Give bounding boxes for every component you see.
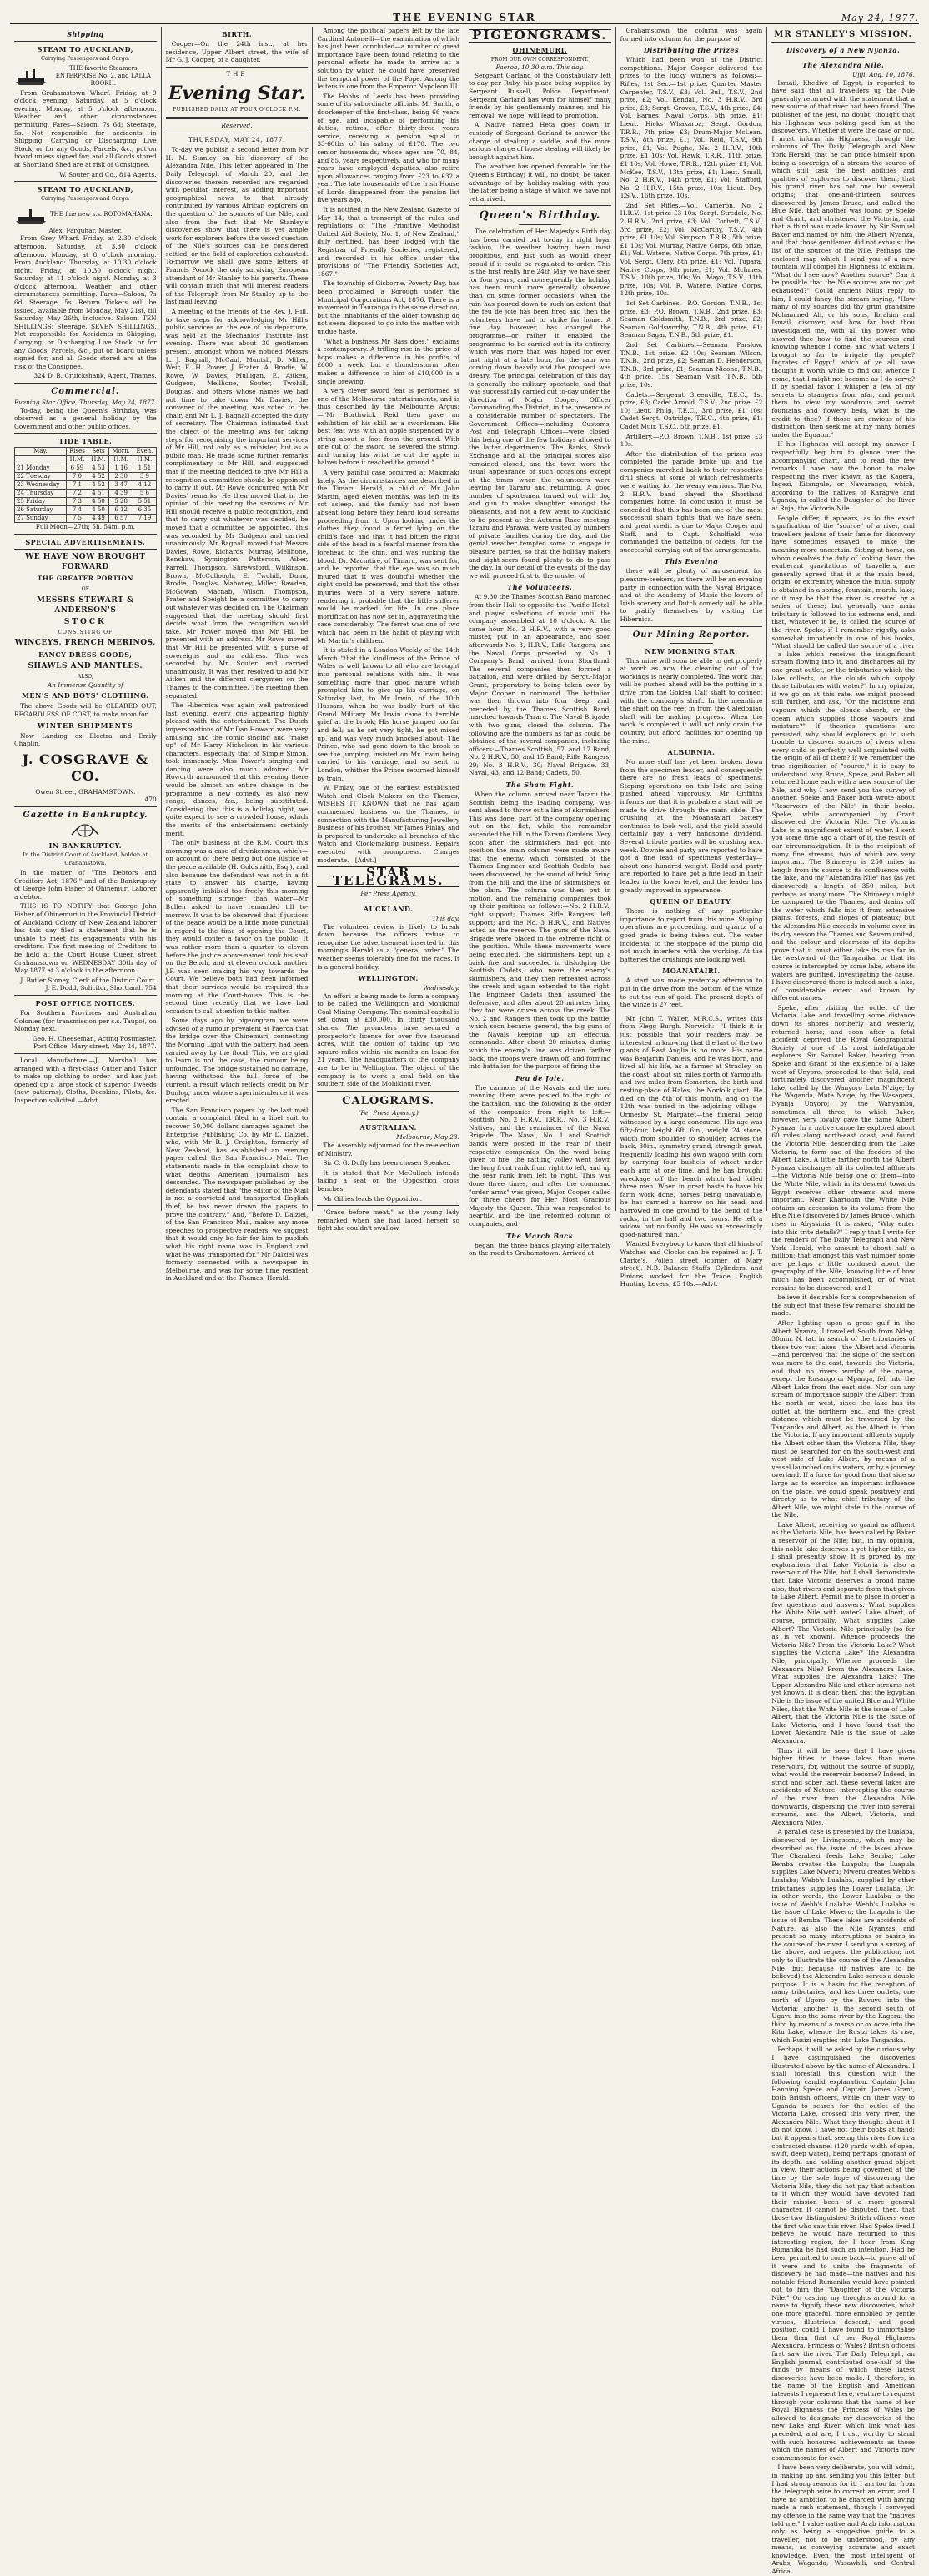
sa-line: SHAWLS AND MANTLES.	[28, 662, 143, 671]
sa-landing: Now Landing ex Electra and Emily Chaplin.	[14, 731, 157, 748]
volunteers-text: At 9.30 the Thames Scottish Band marched from their Hall to opposite the Pacific Hotel, and played selections of music until the company assembled at 10 o'clock. At the same hour No. 2 H.R.V., with a very good muster, put in an appearance, and soon afterwards No. 3, H.R.V., Rifle Rangers, and the Naval Corps preceded by No. 1 Company's Band, arrived from Shortland. The several companies then formed a battalion, and were drilled by Sergt.-Major Grant, preparatory to being taken over by Major Cooper in command. The battalion was then thrown into four deep, and, preceded by the Thames Scottish Band, marched towards Tararu. The Naval Brigade, with two guns, closed the column. The following are the numbers as far as could be obtained of the several companies, including officers:—Thames Scottish, 57, and 17 Band; No. 2 H.R.V., 50, and 15 Band; Rifle Rangers, 29; No. 3 H.R.V., 30; Naval Brigade, 33; Naval, 43, and 12 Band; Cadets, 50.	[469, 593, 611, 777]
commercial-text: To-day, being the Queen's Birthday, was observed as a general holiday by the Government and other public offices.	[14, 406, 157, 430]
ohinemuri-text: Sergeant Garland of the Constabulary left to-day per Ruby, his place being supplied by Sergeant Russell, Police Department. Sergeant Garland has won for himself many friends by his gentlemanly manner, and his removal, we hope, will lead to promotion.	[469, 71, 611, 119]
queens-birthday-text: The celebration of Her Majesty's Birth day has been carried out to-day in right loyal fashion, the weather having been most propitious, and just such as would cheer proud if it could be regulated to order. This is the first really fine 24th May we have seen for four years, and consequently the holiday has been much more generally observed than on some former occasions, when the rain has poured down to such an extent that the feu de joie has been fired and then the volunteers have had to strike for home. A fine day, however, has changed the programme—or rather it enabled the programme to be carried out in its entirety, which was more than was hoped for even last night at a late hour, for the rain was coming down heavily and the prospect was dreary. The principal celebration of this day is generally the military spectacle, and that was successfully carried out to-day under the direction of Major Cooper, Officer Commanding the District, in the presence of a considerable number of spectators. The Government Offices—including Customs, Post and Telegraph Offices—were closed, this being one of the few holidays allowed to the latter departments. The Banks, Stock Exchange and all the principal stores also remained closed, and the town wore the usual appearance of such occasions except at the times when the volunteers were leaving for Tararu and returning. A good number of sportsmen turned out with dog and gun to make slaughter amongst the pheasants, and not a few went to Auckland to be present at the Autumn Race meeting. Tararu and Parawai were visited by numbers of private families during the day, and the genial weather tempted some to engage in pleasure parties, so that the holiday makers and sight-seers found plenty to do to pass the day. In our detail of the events of the day we will proceed first to the muster of	[469, 228, 611, 580]
sa-line: MESSRS STEWART & ANDERSON'S	[37, 595, 134, 615]
calograms-heading: CALOGRAMS.	[342, 1094, 435, 1107]
prizes-text: 2nd Set Rifles.—Vol. Cameron, No. 2 H.R.V., 1st prize £3 10s; Sergt. Stredale, No. 2 H.R.V., 2nd prize, £3; Vol. Corbett, T.S.V., 3rd prize, £2; Vol. McCarthy, T.S.V., 4th prize, £1 10s; Vol. Simpson, T.R.R., 5th prize, £1 10s; Vol. Murray, Native Corps, 6th prize, £1; Vol. Watene, Native Corps, 7th prize, £1; Vol. Sergt. Clery, 8th prize, £1; Vol. Tupara, Native Corps, 9th prize, £1; Vol. McInnes, T.S.V., 10th prize, 10s; Vol. Mayo, T.S.V., 11th prize, 10s; Vol. R. Watene, Native Corps, 12th prize, 10s.	[620, 201, 763, 298]
stanley-paragraph: Thus it will be seen that I have given higher titles to these lakes than mere reservoirs, for, without the source of supply, what would the reservoir become? Indeed, in strict and sober fact, these several lakes are accidents of Nature, intercepting the course of the river from the Alexandra Nile downwards, dispersing the river into several streams, and the Albert, Victoria, and Alexandra Niles.	[771, 1746, 915, 1826]
birth-notice: Cooper—On the 24th inst., at her residence, Upper Albert street, the wife of Mr G. J. Cooper, of a daughter.	[165, 40, 309, 64]
table-row: 26 Saturday 7 4 4 50 6 12 6 35	[15, 506, 157, 515]
stanley-paragraph: After lighting upon a great gulf in the Albert Nyanza, I travelled South from Ndeg. 30min. N. lat. in search of the tributaries of these two vast lakes—the Albert and Victoria—and perceived that the slope of the section was more to the east, towards the Victoria, and that no rivers worthy of the name, except the Rusango or Mpanga, fell into the Albert Lake from the east side. Nor can any stream of importance supply the Albert from the north or west, since the lake has its outlet at the northern end, and the great distance which must be traversed by the Tanganika and Albert, as the Albert is from the Victoria. If any important affluents supply the Albert other than the Victoria Nile, they must be searched for on the south-west and west side of Lake Albert, by means of a vessel launched on its waters, or by a journey overland. If a force for good from that side so large as to exercise an important influence on the place, we could speak positively and directly as to what chief tributary of the Albert Nile, we might state in the course of the Nile.	[771, 1319, 916, 1519]
sham-fight-text: When the column arrived near Tararu the Scottish, being the leading company, was sent ahead to throw out a line of skirmishers. This was done, part of the company opening out on the flat, while the remainder ascended the hill in the Tararu Gardens. Very soon after the skirmishers had got into position the main column were made aware that the enemy, which consisted of the Thames Engineer and Scottish Cadets, had been discovered, by the sound of brisk firing from the hill and the line of skirmishers on the plain. The column was then put in motion, and the remaining companies took up their positions as follows:—No. 2 H.R.V., right support; Thames Rifle Rangers, left support; and the No. 3 H.R.V., and Natives acted as the reserve. The guns of the Naval Brigade were placed in the extreme right of the position. While these movements were being executed, the skirmishers kept up a brisk fire and succeeded in dislodging the Scottish Cadets, who were the enemy's skirmishers, and they then retreated across the creek and again extended to the right. The Engineer Cadets then assumed the defensive, and after about 20 minutes firing they too were driven across the creek. The No. 2 and Rangers then took up the battle, which soon became general, the big guns of the Navals keeping up an effectual cannonade. After about 20 minutes, during which the enemy's line was driven farther back, the troops were drawn off, and forming into battalion for the purpose of firing the	[469, 791, 611, 1071]
bankruptcy-heading: IN BANKRUPTCY.	[48, 841, 123, 850]
news-paragraph: The township of Gisborne, Poverty Bay, has been proclaimed a Borough under the Municipal Corporations Act, 1876. There is a movement in Tauranga in the same direction, but the inhabitants of the older township do not seem disposed to go into the matter with undue haste.	[317, 279, 459, 335]
tide-col-header: Morn.	[109, 448, 133, 456]
prizes-text: 2nd Set Carbines.—Seaman Parslow, T.N.B., 1st prize, £2 10s; Seaman Wilson, T.N.B., 2nd prize, £2; Seaman D. Henderson, T.N.B., 3rd prize, £1; Seaman Nicone, T.N.B., 4th prize, 15s; Seaman Visit, T.N.B., 5th prize, 10s.	[620, 340, 763, 389]
editorial-paragraph: The San Francisco papers by the last mail contain a complaint filed in a libel suit to recover 50,000 dollars damages against the Enterprise Publishing Co. by Mr D. Dalziel, who, with Mr R. J. Creighton, formerly of New Zealand, has established an evening paper called the San Francisco Mail. The statements made in the complaint show to what depths American journalism has descended. The newspaper published by the defendants stated that "the editor of the Mail is not a convicted and transported English thief, he has never drawn the papers to prove the contrary." And, "Before D. Dalziel, of the San Francisco Mail, makes any more speeches to prospective readers, we suggest that it would only be fair for him to publish what his right name was in England and what he was transported for." Mr Dalziel was formerly connected with a newspaper in Melbourne, and was for some time resident in Auckland and at the Thames. Herald.	[165, 1106, 309, 1283]
commercial-dateline: Evening Star Office, Thursday, May 24, 1877.	[14, 399, 157, 406]
sham-fight-heading: The Sham Fight.	[505, 781, 575, 790]
march-back-text: began, the three bands playing alternately on the road to Grahamstown. Arrived at	[469, 1241, 611, 1258]
calograms-sub: (Per Press Agency.)	[358, 1108, 419, 1117]
post-office-heading: POST OFFICE NOTICES.	[35, 999, 136, 1007]
stanley-paragraph: Ismail, Khedive of Egypt, is reported to have said that all travellers up the Nile generally returned with the statement that a new source of that river had been found. The publisher of the jest, no doubt, thought that his Highness was poking good fun at the discoverers. Whether it were the case or not, I must inform his Highness, through the columns of The Daily Telegraph and New York Herald, that he can pride himself upon being a sovereign of a stream the source of which still task the best abilities and qualities of explorers to discover them; that his grand river has not one but several origins; that one-and-thirteen sources discovered by James Bruce, and called the Blue Nile, that another was found by Speke and Grant, and christened the Victoria, and that a third was made known by Sir Samuel Baker and named by him the Albert Nyanza, and that those gentlemen did not exhaust the list of the sources of the Nile. Perhaps the enclosed map which I send you of a new fountain will compel his Highness to exclaim, "What do I see now? Another source? Can it be possible that the Nile sources are not yet exhausted?" Could ancient Nilus reply to him, I could fancy the stream saying, "How many of my sources did thy grim grandsire Mohammed Ali, or his sons, Ibrahim and Ismail, discover, and how far hast thou investigated me, with all thy power, who showed thee how to find the sources and knowing whence I come, and what waters I brought so far to irrigate thy people? Ingrates of Egypt! which of ye all have thought it worth while to find out whence I come, that I might not become as I do serve? If by special favor I whisper a few of my secrets to strangers from afar, and permit them to view my wondrous and secret fountains and flowery beds, what is the credit to thee? If those are envious of his distinction, then seek me at my many homes under the Equator."	[771, 78, 915, 439]
sa-line: ALSO,	[77, 674, 93, 680]
gazette-heading: Gazette in Bankruptcy.	[23, 810, 148, 820]
mine-report: A start was made yesterday afternoon to put in the drive from the bottom of the winze to cut the run of gold. The present depth of the winze is 27 feet.	[620, 977, 763, 1009]
tide-table-heading: TIDE TABLE.	[58, 437, 113, 446]
ad1-sub: Carrying Passengers and Cargo.	[40, 55, 130, 62]
stanley-paragraph: A parallel case is presented by the Lualaba, discovered by Livingstone, which may be described as the issue of the lakes above. The Chambezi feeds Lake Bemba; Lake Bemba creates the Luapula; the Luapula supplies Lake Mweru; Mweru creates Webb's Lualaba; Webb's Lualaba, supplied by other tributaries, supplies the Lower Lualaba. Or, in other words, the Lower Lualaba is the issue of Webb's Lualaba; Webb's Lualaba is the issue of Lake Mweru; the Luapula is the issue of Bemba. These lakes are accidents of Nature, as also the Nile Nyanzas, and present so many interruptions or basins in the course of the river. I send you a survey of the above, and request the publication; not only to illustrate the course of the Alexandra Nile, but because (if natives are to be believed) the Alexandra Lake serves a double purpose. It is a basin for the reception of many tributaries, and has three outlets, one north of Ugoro by the Ruvuvu into the Victoria; another is the second south of Ugavu into the same river by the Kagera; the third by means of a marsh or ox ooze into the Kitu Lake, whence the Rusizi takes its rise, which Rusizi empties into Lake Tanganika.	[771, 1828, 915, 2044]
prizes-text: Artillery.—P.O. Brown, T.N.B., 1st prize, £3 10s.	[620, 432, 763, 449]
sa-body: The above Goods will be CLEARED OUT, REGARDLESS OF COST, to make room for	[14, 702, 157, 718]
mine-report: This mine will soon be able to get properly at work as now the cleaning out of the workings is nearly completed. The work that will be pushed ahead will be the putting in a drive from the Golden Calf shaft to connect with the company's shaft. In the meantime the shaft on the reef in from the Caledonian shaft will be making progress. When the work is completed it will not only drain the country, but afford facilities for opening up the mine.	[620, 656, 763, 745]
ohinemuri-text: A Native named Heta goes down in custody of Sergeant Garland to answer the charge of stealing a saddle, and the more serious charge of horse stealing will likely be brought against him.	[469, 121, 611, 161]
tide-col-header: Rises	[66, 448, 88, 456]
cosgrave-number: 470	[144, 796, 157, 804]
news-paragraph: It is notified in the New Zealand Gazette of May 14, that a transcript of the rules and regulations of "The Primitive Methodist United Aid Society, No. 1, of New Zealand," duly certified, has been lodged with the Registrar of Friendly Societies, registered, and recorded in his office under the provisions of "The Friendly Societies Act, 1867."	[317, 206, 459, 278]
ad2-body: From Grey Wharf. Friday, at 2.30 o'clock afternoon. Saturday, at 3.30 o'clock afternoon. Monday, at 8 o'clock morning. From Auckland: Thursday, at 10.30 o'clock night. Friday, at 10.30 o'clock night. Saturday, at 11 o'clock night. Monday, at 3 o'clock afternoon. Weather and other circumstances permitting. Fares—Saloon, 7s 6d; Steerage, 5s. Return Tickets will be issued, available from Monday, May 21st, till Saturday, May 26th, inclusive. Saloon, TEN SHILLINGS; Steerage, SEVEN SHILLINGS. Not responsible for Accidents in Shipping, Carrying, or Discharging Live Stock, or for any Goods, Parcels, &c., put on board unless signed for, and all Goods stored are at the risk of the Consignee.	[14, 234, 157, 370]
editorial-paragraph: The Hibernica was again well patronised last evening, every one appearing highly pleased with the entertainment. The Dutch impersonations of Mr Dan Howard were very amusing, and the comic singing and "make up" of Mr Harry Nicholson in his various characters, especially that of Simple Simon, took immensely. Miss Power's singing and dancing were also much admired. Mr Howorth announced that this evening there would be almost an entire change in the programme, a new comedy, as also new songs, dances, &c., being substituted. Considering that this is a holiday night, we quite expect to see a crowded house, which the merits of the entertainment certainly merit.	[165, 701, 309, 837]
running-header	[10, 5, 919, 24]
ad2-title: STEAM TO AUCKLAND,	[37, 185, 134, 194]
masthead-reserved: Reserved.	[221, 121, 253, 129]
masthead-the: THE	[226, 70, 248, 78]
masthead-title: Evening Star.	[168, 83, 306, 105]
sa-line: MEN'S AND BOYS' CLOTHING.	[22, 691, 149, 700]
pigeongrams-heading: PIGEONGRAMS.	[469, 29, 611, 43]
tide-col-header: Sets	[88, 448, 109, 456]
sa-line: CONSISTING OF	[58, 629, 113, 635]
australian-text: It is stated that Mr McCulloch intends taking a seat on the Opposition cross benches.	[317, 1168, 459, 1193]
table-row: 24 Thursday 7 2 4 51 4 39 5 6	[15, 490, 157, 498]
discovery-heading: Discovery of a New Nyanza.	[786, 46, 901, 54]
ad1-agent: W. Souter and Co., 814 Agents.	[59, 170, 157, 178]
prizes-text: Cadets.—Sergeant Greenville, T.E.C., 1st prize, £3; Cadet Arnold, T.S.V., 2nd prize, £2 10; Lieut. Philp, T.E.C., 3rd prize, £1 10s; Cadet Sergt. Oatridge, T.E.C., 4th prize, £1; Cadet Muir, T.S.C., 5th prize, £1.	[620, 390, 763, 430]
table-row: 27 Sunday 7 5 4 49 6 57 7 19	[15, 515, 157, 523]
mining-reporter-heading: Our Mining Reporter.	[632, 630, 751, 640]
steamer-icon	[14, 66, 48, 86]
sa-line: OF	[81, 585, 89, 592]
column-5	[616, 27, 768, 1288]
stanley-paragraph: Lake Albert, receiving so grand an affluent as the Victoria Nile, has been called by Baker a reservoir of the Nile; but, in my opinion, this noble lake deserves a yet higher title, as I shall presently show. It is proved by my explorations that Lake Victoria is also a reservoir of the Nile, but I shall demonstrate that Lake Victoria deserves a proud name also, that rivers and separate from that given to Lake Albert. Permit me to place in order a few questions and answers. What supplies the White Nile with water? Lake Albert, of course, principally. What supplies Lake Albert? The Victoria Nile principally (so far as is yet known). Whence proceeds the Victoria Nile? From the Victoria Lake? What supplies the Victoria Lake? The Alexandra Nile, principally. Whence proceeds the Alexandra Nile? From the Alexandra Lake. What supplies the Alexandra Lake? The Upper Alexandra Nile and other streams not yet known. It is clear, then, that the Egyptian Nile is the issue of the united Blue and White Niles, that the White Nile is the issue of Lake Albert, that the Victoria Nile is the issue of Lake Victoria, and I have found that the Lower Alexandra Nile is the issue of Lake Alexandra.	[771, 1520, 915, 1745]
ad1-title: STEAM TO AUCKLAND,	[37, 45, 134, 53]
tide-subheader: H.M.	[133, 456, 156, 464]
ad2-sub: Carrying Passengers and Cargo.	[40, 195, 130, 203]
news-paragraph: Among the political papers left by the late Cardinal Antonelli—the examination of which has just been concluded—a number of great importance have been found relating to the personal efforts he made to arrive at a solution by which he could have preserved the temporal power of the Pope. Among the letters is one from the Emperor Napoleon III.	[317, 27, 459, 91]
news-paragraph: W. Finlay, one of the earliest established Watch and Clock Makers on the Thames, WISHES IT KNOWN that he has again commenced business on the Thames, in connection with the Manufacturing Jewellery Business of his brother, Mr James Finlay, and is prepared to undertake all branches of the Watch and Clock-making business. Repairs executed with promptness. Charges moderate.—[Advt.]	[317, 784, 459, 864]
tide-subheader: H.M.	[88, 456, 109, 464]
queen-of-beauty-heading: QUEEN OF BEAUTY.	[650, 897, 733, 906]
post-office-body: For Southern Provinces and Australian Colonies (for transmission per s.s. Taupo), on Monday next.	[14, 1009, 157, 1033]
prizes-heading: Distributing the Prizes	[643, 46, 740, 55]
ad2-agent: 324 D. B. Cruickshank, Agent, Thames.	[33, 372, 157, 380]
ohinemuri-date: Paeroa, 10.30 a.m. This day.	[495, 63, 584, 72]
queens-birthday-heading: Queen's Birthday.	[479, 209, 601, 223]
moanataiari-heading: MOANATAIRI.	[662, 967, 721, 976]
bankruptcy-signature: J. Butler Stoney, Clerk of the District Court. J. E. Dodd, Solicitor, Shortland. 754	[20, 976, 157, 992]
column-3	[313, 27, 464, 1233]
cosgrave-address: Owen Street, GRAHAMSTOWN.	[35, 787, 136, 796]
sa-line: FANCY DRESS GOODS,	[38, 650, 133, 660]
feu-de-joie-heading: Feu de Joie.	[515, 1073, 565, 1082]
post-office-signature: Geo. H. Cheeseman, Acting Postmaster. Post Office, Mary street, May 24, 1877.	[32, 1034, 157, 1051]
table-row: 25 Friday 7 3 4 50 5 28 5 51	[15, 498, 157, 506]
tide-subheader	[15, 456, 67, 464]
new-morning-star-heading: NEW MORNING STAR.	[645, 646, 738, 655]
paper-title: THE EVENING STAR	[393, 12, 536, 23]
feu-de-joie-text: The cannons of the Navals and the men manning them were posted to the right of the battalion, and the following is the order of the companies from right to left:—Scottish, No. 2 H.R.V., T.R.R., No. 3 H.R.V., Natives, and the remainder of the Naval Brigade. The Naval, No. 1 and Scottish bands were posted in the rear of their respective companies. On the word being given to fire, the rattling volley went down the long front rank from right to left, and up the rear rank from left to right. This was done three times, and after the command "order arms" was given, Major Cooper called for three cheers for Her Most Gracious Majesty the Queen. This was responded to heartily, and the line reformed column of companies, and	[469, 1083, 611, 1228]
stanley-paragraph: I have been very deliberate, you will admit, in making up and sending you this letter, but I had strong reasons for it. I am too far from the telegraph wire to correct an error, and I have no ambition to be charged with having made a rash statement, though I conveyed my offence in the same way that the "natives told me." I value native and Arab information only as being a suggestive guide to a traveller, not to be understood, by any means, as conveying accurate and exact knowledge. Even the most intelligent of Arabs, Waganda, Wasawhili, and Central Africa	[771, 2463, 915, 2576]
sa-line: THE GREATER PORTION	[37, 574, 133, 582]
column-4	[464, 27, 616, 1258]
tide-table	[14, 447, 157, 523]
column-1	[10, 27, 162, 1211]
news-paragraph: The Hobbs of Leeds has been providing some of its subordinate officials. Mr Smith, a doorkeeper of the first-class, being 66 years of age, and incapable of performing his duties, retires, after thirty-three years service, receiving a pension equal to 33·60ths of his salary of £170. The two senior housemaids, whose ages are 70, 84, and 85, years respectively, and who for many years have employed deputies, also retire upon allowances ranging from £23 to £32 a year. The late housemaids of the Irish House of Lords disappeared from the pension list five years ago.	[317, 92, 459, 204]
cosgrave-name: J. COSGRAVE & CO.	[22, 751, 149, 784]
column-2	[162, 27, 314, 1283]
this-evening-text: there will be plenty of amusement for pleasure-seekers, as there will be an evening party in connection with the Naval Brigade, and at the Academy of Music the lovers of Irish scenery and Dutch comedy will be able to gratify themselves by visiting the Hibernica.	[620, 567, 763, 623]
continued-text: Grahamstown the column was again formed into column for the purpose of	[620, 27, 763, 43]
steamer-icon	[14, 205, 48, 225]
commercial-heading: Commercial.	[51, 387, 120, 396]
sa-line: WINCEYS, FRENCH MERINOS,	[14, 639, 156, 648]
alexandra-nile-heading: The Alexandra Nile.	[802, 61, 885, 69]
wellington-text: An effort is being made to form a company to be called the Wellington and Mohikinui Coal Mining Company. The nominal capital is set down at £30,000, in thirty thousand shares. The promoters have secured a prospector's license for over five thousand acres, with the option of taking up two square miles within six months on lease for 21 years. The headquarters of the company are to be in Wellington. The object of the company is to work a coal field on the southern side of the Mohikinui river.	[317, 992, 459, 1088]
stanley-paragraph: Speke, after visiting the outlet of the Victoria Lake and travelling some distance down its shores northerly and westerly, returned home; and soon after a fatal accident deprived the Royal Geographical Society of one of its most indefatigable explorers. Sir Samuel Baker, hearing from Speke and Grant of the existence of a lake west of Unyoro, proceeded to that field, and fortunately discovered another magnificent lake, called by the Wanyoro Luta N'zige; by the Waganda, Muta Nzige; by the Wasagara, Nyanja Unyoro; by the Wanyambu, sometimes all three; to which Baker, however, very loyally gave the name Albert Nyanza. In a native canoe he explored about 60 miles along north-east coast, and found the Victoria Nile, descending from the Lake Victoria, to form one of the feeders of the Albert Lake. A little farther north the Albert Nyanza discharges all its collected affluents—the Victoria Nile being one of them—into the White Nile, which in its descent towards Egypt receives other streams and more important. Near Khartoum the White Nile obtains an accession to its volume from the Blue Nile (discovered by James Bruce), which rises in Abyssinia. It is asked, "Why enter into this trite details?" I reply that I write for the readers of The Daily Telegraph and New York Herald, who amount to about half a million; that amongst this vast number some are perhaps a little confused about the geography of the Nile, knowing little of how much has been accomplished, or of what remains to be discovered; and I	[771, 1003, 915, 1292]
special-ads-heading: SPECIAL ADVERTISEMENTS.	[25, 537, 146, 546]
australian-day: Melbourne, May 23.	[396, 1133, 459, 1142]
tide-col-header: Even.	[133, 448, 156, 456]
sa-line: STOCK	[63, 617, 107, 626]
sa-line: An Immense Quantity of	[47, 680, 123, 689]
australian-text: Mr Gillies leads the Opposition.	[323, 1194, 423, 1203]
local-manufacture-ad: Local Manufacture.—J. Marshall has arranged with a first-class Cutter and Tailor to make up clothing to order—and has just opened up a large stock of superior Tweeds (new patterns), Cloths, Doeskins, Pilots, &c. Inspection solicited.—Advt.	[14, 1056, 157, 1104]
coat-of-arms-icon	[68, 823, 102, 838]
wellington-day: Wednesday.	[423, 984, 459, 992]
editorial-paragraph: A meeting of the friends of the Rev. J. Hill, to take steps for acknowledging Mr Hill's public services on the eve of his departure, was held at the Mechanics' Institute last evening. There was about 30 gentlemen present, amongst whom we noticed Messrs L. J. Bagnall, McCaul, Muntsh, D. Miller, Weir, E. H. Power, J. Frater, A. Brodie, W. Rowe, W. Davies, Mulligan, E. Aitken, Gudgeon, Mellhone, Souter, Twohill, Douglas, and others whose names we had not time to take down. Mr Davies, the convener of the meeting, was voted to the chair, and Mr L. J. Bagnall accepted the duty of secretary. The Chairman intimated that the object of the meeting was for taking steps for recognising the important services of Mr Hill, not only as a minister, but as a public man. He made some further remarks complimentary to Mr Hill, and suggested that if the meeting decided to give Mr Hill a recognition a committee should be appointed to carry it out. Mr Rowe concurred with Mr Davies' remarks. He then moved that in the opinion of this meeting the services of Mr Hill should receive a public recognition, and that to carry out whatever was decided, be moved that a committee be appointed. This was seconded by Mr Gudgeon and carried unanimously. Mr Bagnall moved that Messrs Davies, Rowe, Richards, Murray, Mellhone, Renshaw, Symington, Patterson, Aiber, Farrell, Thompson, Shrewsford, Wilkinson, Brown, McCullough, E. Twohill, Dunn, Brodie, Douglas, Mahoney, Miller, Bawden, McGowan, Macnab, Wilson, Thompson, Frater and Speight be a committee to carry out whatever was decided on. The Chairman suggested that the meeting should first decide what form the recognition would take. Mr Power moved that Mr Hill be presented with an address. Mr Rowe moved that Mr Hill be presented with a purse of sovereigns and an address. This was seconded by Mr Souter and carried unanimously. It was then resolved to add Mr Aitken and the different clergymen on the Thames to the committee. The meeting then separated.	[165, 308, 309, 700]
table-row: 22 Tuesday 7 0 4 52 2 30 3 9	[15, 473, 157, 481]
tide-subheader: H.M.	[109, 456, 133, 464]
news-paragraph: A very painful case occurred at Makimaki lately. As the circumstances are described in the Timaru Herald, a child of Mr John Martin, aged eleven months, was left in its cot asleep, and the family had not been absent long before they heard loud screams proceeding from it. Upon looking under the clothes they found a ferret lying on the child's face, and that it had bitten the right side of the head in a fearful manner from the forehead to the chin, and was sucking the blood. Dr. Macintire, of Timaru, was sent for, and he reported that the eye was so much injured that it was doubtful whether the sight could be preserved, and that the other injuries were of a very severe nature, rendering it probable that the little sufferer would be marked for life. In one place mortification has now set in, aggravating the case considerably. The ferret was one of two which had been in the habit of playing with Mr Martin's children.	[317, 469, 459, 645]
ad1-ship-names: THE favorite Steamers ENTERPRISE No. 2, and LALLA ROOKH.	[55, 64, 151, 87]
mine-report: There is nothing of any particular importance to report from this mine. Stoping operations are proceeding, and quartz of a good grade is being taken out. The water incidental to the stoppage of the pump did not much interfere with the working. At the batteries the crushings are looking well.	[620, 907, 763, 963]
ad1-body: From Grahamstown Wharf. Friday, at 9 o'clock evening. Saturday, at 5 o'clock evening. Monday, at 5 o'clock afternoon. Weather and other circumstances permitting. Fares—Saloon, 7s 6d; Steerage, 5s. Not responsible for accidents in Shipping, Carrying or Discharging Live Stock, or for any Goods, Parcels, &c., put on board unless signed for; and all Goods stored at Shortland Shed are at risk of Consignee.	[14, 88, 157, 168]
australian-heading: AUSTRALIAN.	[359, 1123, 417, 1132]
stanley-paragraph: People differ, it appears, as to the exact signification of the "source" of a river, and travellers jealous of their fame for discovery have sometimes essayed to make the meaning more uncertain. Sitting at-home, on whom devolves the duty of looking down the exuberant gravitations of travellers, are generally agreed that it is the main head, origin, or extremity, whence the initial supply is obtained in a spring, fountain, marsh, lake; or it may be that the river is created by a series of these; but generally one main tributary is followed to its extreme end, and that, whatever it be, is called the source of the river. Speke, if I remember rightly, asks somewhat impatiently in one of his books, "What should be called the source of a river—a lake which receives the insignificant stream flowing into it, and discharges all by one great outlet, or the tributaries which the lake collects, or the clouds which supply those tributaries with water?" In my opinion, if we go on at this rate, we might proceed still further, and ask, "Or the moisture and vapours which the clouds absorb, or the ocean which supplies those vapours and moisture?" If theories questions are persisted, why should explorers go to such trouble to discover sources of rivers when every child is perfectly well acquainted with the origin of all of them? If we remember the true signification of "source," it is easy to understand why Bruce, Speke, and Baker all returned home each with a new source of the Nile, and why I now send you the survey of another. Speke and Baker both wrote about "Reservoirs of the Nile" in their books. Speke, while accompanied by Grant discovered the Victoria Nile. The Victoria Lake is a magnificent extent of water. I sent you some time ago a chart of it, the result of our circumnavigation. It is the recipient of many fine streams, two of which are very important. The Shimeeyu is 250 miles in length from its source to its confluence with the lake, and my "Alexandra Nile" has (as yet discovered) a length of 350 miles, but perhaps as many more. The Shimeeyu might be compared to the Thames, and drains off the water which falls into it from extensive plains, forests, and slopes of plateaux; but the Alexandra Nile exceeds in volume even in its dry season the Thames and Severn united, and the colour and clearness of its depths prove that it must either take its rise far in the westward of the Tanganika, or that its course is intercepted by some lake, where its waters are purified. Investigating the cause, I have discovered there is indeed such a lake, of considerable extent and known by different names.	[771, 514, 915, 1002]
stanley-paragraph: If his Highness will accept my answer I respectfully beg him to glance over the accompanying chart, and to read the few remarks I have now the honor to make respecting the river known as the Kagera, Ingezi, Kitangule, or Nawarango, which, according to the natives of Karagwe and Uganda, is called the Daughter of the River at Ruja, the Victoria Nile.	[771, 440, 915, 513]
australian-text: Sir C. G. Duffy has been chosen Speaker.	[323, 1159, 451, 1167]
prizes-text: After the distribution of the prizes was completed the parade broke up, and the companies marched back to their respective drill sheds, at some of which refreshments were waiting for the weary warriors. The No. 2 H.R.V. band played the Shortland companies home. In conclusion it must be conceded that this has been one of the most successful sham fights that we have seen, and great credit is due to Major Cooper and Staff, and to Capt. Scholfield who commanded the battalion of cadets, for the successful carrying out of the arrangements.	[620, 449, 763, 554]
editorial-paragraph: The only business at the R.M. Court this morning was a case of drunkenness, which—on account of there being but one justice of the peace available (H. Goldsmith, Esq.), and also because the defendant was not in a fit state to answer his charge, having apparently imbibed too freely this morning of something stronger than water—Mr Bullen asked to have remanded till to-morrow. It was to be observed that if justices of the peace would be a little more punctual in regard to the time of opening the Court, they would confer a favor on the public. It was rather more than a quarter to eleven before the justice above-named took his seat on the Bench, and at eleven o'clock another J.P. was seen making his way towards the Court. We believe both had been informed that their services would be required this morning at the Court-house. This is the second time recently that we have had occasion to call attention to this matter.	[165, 839, 309, 1015]
editorial-dateline: THURSDAY, MAY 24, 1877.	[188, 135, 285, 143]
stanley-paragraph: believe it desirable for a comprehension of the subject that these few remarks should be made.	[771, 1293, 915, 1318]
prizes-text: Which had been won at the District competitions. Major Cooper delivered the prizes to the lucky winners as follows:— Rifles, 1st Sec.—1st prize, Quarter Master Carpenter, T.S.V., £3; Vol. Bull, T.S.V., 2nd prize, £2; Vol. Kendall, No. 3 H.R.V., 3rd prize, £3; Sergt. Groves, T.S.V., 4th prize, £4; Vol. Barnes, Naval Corps, 5th prize, £1; Lieut. Hicks Whakaroa; Sergt. Gordon, T.R.R., 7th prize, £3; Drum-Major McLean, T.S.V., 8th prize, £1; Vol. Reid, T.S.V., 9th prize, £1; Vol. Pughe, No. 2 H.R.V., 10th prize, £1 10s; Vol. Hawk, T.R.R., 11th prize, £1 10s; Vol. Howe, T.R.R., 12th prize, £1; Vol. McKee, T.S.V., 13th prize, £1; Lieut. Small, No. 2 H.R.V., 14th prize, £1; Vol. Stafford, No. 2 H.R.V., 15th prize, 10s; Lieut. Dey, T.S.V., 16th prize, 10s.	[620, 56, 763, 200]
stanley-mission-heading: MR STANLEY'S MISSION.	[771, 30, 915, 43]
editorial-paragraph: To-day we publish a second letter from Mr H. M. Stanley on his discovery of the Alexandra Nile. This letter appeared in The Daily Telegraph of March 20, and the discoveries therein recorded are regarded with peculiar interest, as adding important geographical news to that already contributed by various African explorers on the question of the sources of the Nile, and also from the fact that Mr Stanley's discoveries show that there is yet ample work for explorers before the vexed question of the Nile's sources can be considered settled, or the field of exploration exhausted. To-morrow we shall give some letters of Francis Pocock the only surviving European attendant of Mr Stanley to his parents. These will contain much that will interest readers of the Telegraph from Mr Stanley up to the last mail leaving.	[165, 146, 309, 306]
australian-text: The Assembly adjourned for the re-election of Ministry.	[317, 1142, 459, 1157]
masthead-published: PUBLISHED DAILY AT FOUR O'CLOCK P.M.	[173, 107, 301, 113]
stanley-dateline: Ujiji, Aug. 10, 1876.	[851, 71, 915, 78]
column-6	[767, 27, 919, 2576]
news-paragraph: A very clever sword feat is performed at one of the Melbourne entertainments, and is thus described by the Melbourne Argus:—"Mr Borthwick Reid then gave an exhibition of his skill as a swordsman. His best feat was with an apple suspended by a string about a foot from the ground. With one cut of the sword he severed the string, and turning his wrist he cut the apple in halves before it reached the ground."	[317, 387, 459, 467]
sa-winter: WINTER SHIPMENTS	[38, 721, 133, 730]
news-paragraph: It is stated in a London Weekly of the 14th March "that the kindliness of the Prince of Wales is well known to all who are brought into personal relations with him. It was something more than good nature which prompted him to give up his carriage, on Saturday last, to Mr Irwin, of the 10th Hussars, when he was badly hurt at the Grand Military. Mr Irwin came to terrible grief at the brook; His horse jumped too far and fell; as he set very tight, he got mixed up, and was very much knocked about. The Prince, who had gone down to the brook to see the jumping, insisted on Mr Irwin being carried to his carriage, and so sent to London, whither the Prince returned himself by train.	[317, 646, 459, 782]
news-paragraph: "What a business Mr Bass does," exclaims a contemporary. A trifling rise in the price of hops makes a difference in his profits of £600 a week, but a thunderstorm often makes a difference to him of £10,000 in a single brewing.	[317, 337, 459, 385]
tide-moon: Full Moon—27th; 5h. 54m. p.m.	[35, 523, 135, 531]
clarke-advert: Wanted Everybody to know that all kinds of Watches and Clocks can be repaired at J. T. Clarke's, Pollen street (corner of Mary street). N.B. Balance Staffs, Cylinders, and Pinions worked for the Trade. English Hunting Levers, £5 10s.—Advt.	[620, 1240, 763, 1288]
ad2-ship-name: THE fine new s.s. ROTOMAHANA.	[50, 211, 153, 218]
ohinemuri-sub: (FROM OUR OWN CORRESPONDENT.)	[489, 56, 591, 63]
table-row: 23 Wednesday 7 1 4 52 3 47 4 12	[15, 481, 157, 490]
star-telegrams-heading: STAR TELEGRAMS.	[317, 866, 459, 887]
ohinemuri-text: The weather has opened favorable for the Queen's Birthday; it will, no doubt, be taken advantage of by holiday-making with you, the latter being a stage at which we have not yet arrived.	[469, 163, 611, 203]
bankruptcy-court: In the District Court of Auckland, holden at Grahamstown.	[23, 851, 148, 866]
telegrams-sub: Per Press Agency.	[360, 890, 416, 898]
wellington-heading: WELLINGTON.	[358, 974, 419, 983]
prizes-text: 1st Set Carbines.—P.O. Gordon, T.N.B., 1st prize, £3; P.O. Brown, T.N.B., 2nd prize, £3; Seaman Goldsmith, T.N.B., 3rd prize, £2; Seaman Goldsworthy, T.N.B., 4th prize, £1; Seaman Sagar, T.N.B., 5th prize, £1.	[620, 299, 763, 339]
alburnia-heading: ALBURNIA.	[667, 748, 716, 757]
header-date: May 24, 1877.	[841, 13, 919, 23]
tide-subheader: H.M.	[66, 456, 88, 464]
birth-heading: BIRTH.	[221, 30, 253, 38]
volunteers-heading: The Volunteers.	[507, 583, 573, 592]
tide-col-header: May.	[15, 448, 67, 456]
auckland-text: The volunteer review is likely to break down because the officers refuse to recognise the advertisement inserted in this morning's Herald as a "general order." The weather seems tolerably fine for the races. It is a general holiday.	[317, 922, 459, 971]
march-back-heading: The March Back	[505, 1231, 574, 1240]
editorial-paragraph: Some days ago by pigeongram we were advised of a rumour prevalent at Paeroa that the bridge over the Ohinemuri, connecting the Morning Light with the battery, had been carried away by the flood. This, we are glad to learn is not the case, the rumour being unfounded. The bridge sustained no damage, having withstood the full force of the current, a result which reflects credit on Mr Dunlop, under whose superintendence it was erected.	[165, 1017, 309, 1105]
bankruptcy-matter: In the matter of "The Debtors and Creditors Act, 1876," and of the Bankruptcy of George John Fisher of Ohinemuri Laborer a debtor.	[14, 869, 157, 901]
shipping-heading: Shipping	[67, 30, 104, 38]
this-evening-heading: This Evening	[664, 557, 719, 566]
bankruptcy-notice: THIS IS TO NOTIFY that George John Fisher of Ohinemuri in the Provincial District of Auckland Colony of New Zealand laborer has this day filed a statement that he is unable to meet his engagements with his creditors. The first meeting of Creditors to be held at the Court House Queen street Grahamstown on WEDNESDAY 30th day of May 1877 at 3 o'clock in the afternoon.	[14, 902, 157, 975]
auckland-heading: AUCKLAND.	[363, 904, 414, 913]
sa-line: WE HAVE NOW BROUGHT FORWARD	[25, 552, 146, 571]
stanley-paragraph: Perhaps it will be asked by the curious why I have distinguished the discoveries illustrated above by the name of Alexandra. I shall forestall this question with the following candid explanation. Captain John Hanning Speke and Captain James Grant, both British officers, while on their way to Uganda to search for the outlet of the Victoria Lake, crossed this very river, the Alexandra Nile. What they thought about it I do not know. I have not their books at hand; but it appears that, seeing this river flow in a contracted channel (120 yards width of open, swift, deep water), being perhaps ignorant of its depth, and holding another grand object in view, their actions being governed at the time by the sole hope of discovering the Victoria Nile, they did not pay that attention to it which they would have devoted had their mission been of a more general character. It cannot be disputed, then, that those two distinguished British officers were the first who saw this river. Had Speke lived I believe he would have returned to this interesting region, for I hear from King Rumanika he had such an intention. Had he been permitted to come back—to prove all of it were and to unite the fragments of discovery he had made—the natives and his notable friend Rumanika would have pointed out to him the "Daughter of the Victoria Nile." On casting my thoughts around for a name to dignify these new discoveries, what one more graceful, more ennobled by gentle virtues, illustrious descent, and good position, could I have found to immortalise them than that of her Royal Highness Alexandra, Princess of Wales? British officers first saw the river. The Daily Telegraph, an English journal, contributed one-half of the funds by means of which these latest discoveries have been made. I, therefore, in the name of the English and American interests I represent here, venture to request through your columns that the name of her Royal Highness the Princess of Wales be allowed to designate my discoveries of the new Lake and River, which link what has preceded, and are, I trust, worthy to stand with such honoured achievements as those which the names of Albert and Victoria now commemorate for ever.	[771, 2046, 915, 2462]
ohinemuri-heading: OHINEMURI.	[512, 45, 568, 54]
giant-paragraph: Mr John T. Waller, M.R.C.S., writes this from Flegg Burgh, Norwich:—"I think it is just possible that your readers may be interested in knowing that the last of the two giants of East Anglia is no more. His name was Benjamin Daniels, and he was born, and lived all his life, as a farmer at Stradley, on the coast, about six miles north of Yarmouth, and two miles from Somerton, the birth and resting-place of Hales, the Norfolk giant. He died on the 8th of this month, and on the 12th was buried in the adjoining village—Ormesby St. Margaret—the funeral being witnessed by a large concourse. His age was fifty-four, height 6ft. 6in., weight 24 stone, width from shoulder to shoulder, across the back, 30in., symmetry grand, strength great, frequently loading his own wagon with corn by carrying four bushels of wheat under each arm at one time, and he has brought wreckage off the beach which had foiled three men. When in great haste to have his farm work done, horses being unavailable, he has carried a harrow on his head, and harrowed in one ground to the bend of the rocks, in the half and two hours. He left a widow, but no family. He was an exceedingly good-natured man."	[620, 1014, 763, 1238]
filler-paragraph: "Grace before meat," as the young lady remarked when she had laced herself so tight she couldn't swallow.	[317, 1208, 459, 1233]
mine-report: No more stuff has yet been broken down from the specimen leader, and consequently there are no fresh leads of specimens. Stoping operations on this lode are being pushed ahead vigorously. Mr Griffiths informs me that it is probable a start will be made to drive through the main slide. The crushing at the Moanataiari battery continues to look well, and the yield should certainly pay a very handsome dividend. Several tribute parties will be crushing next week. Downie and party are reported to have got a fine lead of specimens yesterday—about one hundred weight. Dodd and party are reported to have got a fine lead in their leader in the lower level, and the leader has greatly improved in appearance.	[620, 758, 763, 894]
auckland-day: This day.	[432, 914, 459, 922]
table-row: 21 Monday 6 59 4 53 1 16 1 51	[15, 464, 157, 473]
ad2-master: Alex. Farquhar, Master.	[48, 226, 123, 234]
